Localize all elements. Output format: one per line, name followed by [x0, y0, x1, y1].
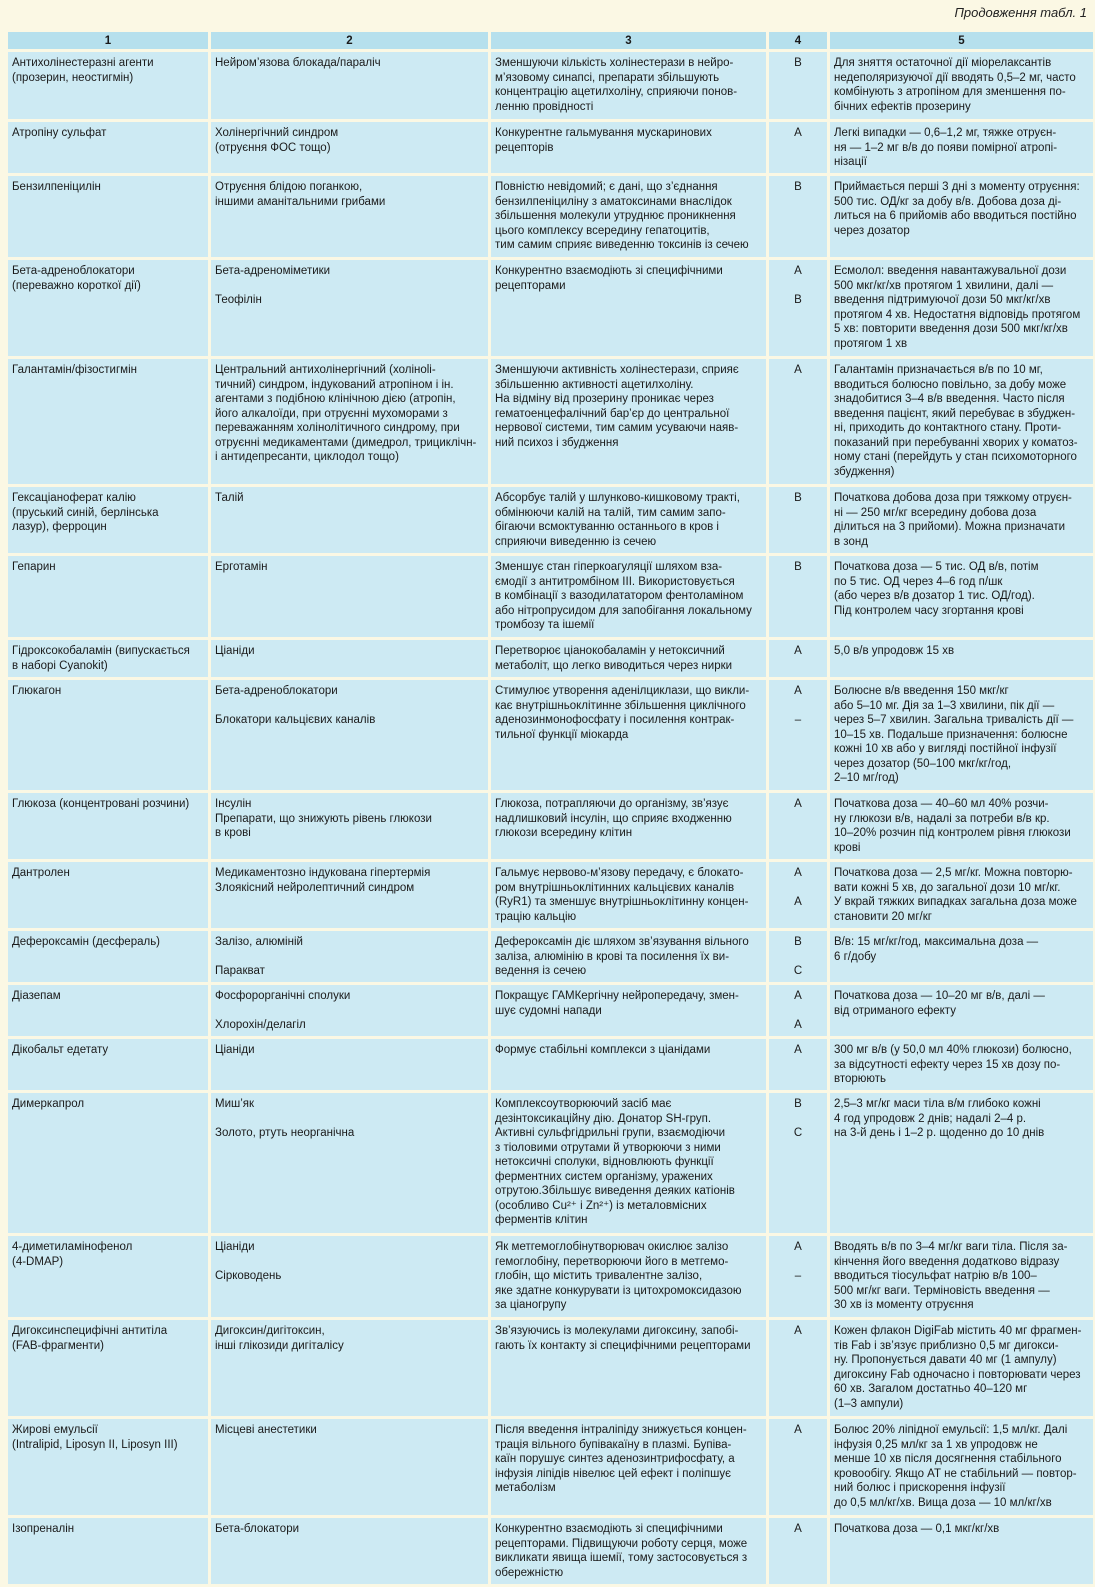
evidence-level-cell: A — [769, 1320, 827, 1416]
mechanism-cell: Після введення інтраліпіду знижується концен- трація вільного бупівакаїну в плазмі. Бупіва- каїн порушує синтез аденозинтрифосфату, а інфузія ліпідів нівелює цей ефект і поліпшує метаболізм — [491, 1419, 766, 1515]
poison-cell: Ціаніди — [211, 1039, 488, 1090]
dose-cell: Галантамін призначається в/в по 10 мг, вводиться болюсно повільно, за добу може знадобитися 3–4 в/в введення. Часто після введення пацієнт, який перебуває в збуджен- ні, приходить до контактного стану. Проти- показаний при перебуванні хворих у коматоз- ному стані (перейдуть у стан психомоторного збудження) — [830, 359, 1093, 484]
mechanism-cell: Повністю невідомий; є дані, що з’єднання бензилпеніциліну з аматоксинами внаслідок збільшення молекули утруднює проникнення цього комплексу всередину гепатоцитів, тим самим сприяє виведенню токсинів із сечею — [491, 176, 766, 257]
dose-cell: Есмолол: введення навантажувальної дози 500 мкг/кг/хв протягом 1 хвилини, далі — введення підтримуючої дози 50 мкг/кг/хв протягом 4 хв. Недостатня відповідь протягом 5 хв: повторити введення дози 500 мкг/кг/хв протягом 1 хв — [830, 260, 1093, 356]
poison-cell: Місцеві анестетики — [211, 1419, 488, 1515]
poison-cell: Центральний антихолінергічний (холіноlі- тичний) синдром, індукований атропіном і ін. агентами з подібною клінічною дією (атропін, його алкалоїди, при отруєнні мухоморами з переважанням холінолітичного синдрому, при отруєнні медикаментами (димедрол, трициклічн- і антидепресанти, циклодол тощо) — [211, 359, 488, 484]
antidote-cell: Гідроксокобаламін (випускається в наборі Cyanokit) — [8, 640, 208, 677]
mechanism-cell: Дефероксамін діє шляхом зв’язування вільного заліза, алюмінію в крові та посилення їх ви- ведення із сечею — [491, 931, 766, 982]
mechanism-cell: Зменшує стан гіперкоагуляції шляхом вза- ємодії з антитромбіном ІІІ. Використовується в комбінації з вазодилататором фентоламіном або нітропрусидом для запобігання локальному тромбозу та ішемії — [491, 556, 766, 637]
poison-cell: Медикаментозно індукована гіпертермія Злоякісний нейролептичний синдром — [211, 862, 488, 928]
antidote-cell: Ізопреналін — [8, 1518, 208, 1584]
antidote-cell: Атропіну сульфат — [8, 122, 208, 173]
mechanism-cell: Перетворює ціанокобаламін у нетоксичний метаболіт, що легко виводиться через нирки — [491, 640, 766, 677]
dose-cell: Початкова добова доза при тяжкому отруєн- ні — 250 мг/кг всередину добова доза ділиться на 3 прийоми). Можна призначати в зонд — [830, 487, 1093, 553]
evidence-level-cell: B — [769, 556, 827, 637]
mechanism-cell: Конкурентно взаємодіють зі специфічними рецепторами. Підвищуючи роботу серця, може викликати явища ішемії, тому застосовується з обережністю — [491, 1518, 766, 1584]
poison-cell: Фосфорорганічні сполуки Хлорохін/делагіл — [211, 985, 488, 1036]
evidence-level-cell: B C — [769, 1093, 827, 1233]
poison-cell: Бета-адреноміметики Теофілін — [211, 260, 488, 356]
evidence-level-cell: A — [769, 122, 827, 173]
table-caption: Продовження табл. 1 — [954, 5, 1087, 20]
table-row — [8, 260, 1093, 356]
mechanism-cell: Стимулює утворення аденілциклази, що викли- кає внутрішньоклітинне збільшення циклічного аденозинмонофосфату і посилення контрак- тильної функції міокарда — [491, 680, 766, 790]
dose-cell: Болюс 20% ліпідної емульсії: 1,5 мл/кг. Далі інфузія 0,25 мл/кг за 1 хв упродовж не менше 10 хв після досягнення стабільного кровообігу. Якщо АТ не стабільний — повтор- ний болюс і прискорення інфузії до 0,5 мл/кг/хв. Вища доза — 10 мл/кг/хв — [830, 1419, 1093, 1515]
table-row — [8, 1320, 1093, 1416]
mechanism-cell: Конкурентне гальмування мускаринових рецепторів — [491, 122, 766, 173]
table-row — [8, 122, 1093, 173]
table-row — [8, 1518, 1093, 1584]
mechanism-cell: Формує стабільні комплекси з ціанідами — [491, 1039, 766, 1090]
dose-cell: Початкова доза — 10–20 мг в/в, далі — від отриманого ефекту — [830, 985, 1093, 1036]
evidence-level-cell: A – — [769, 680, 827, 790]
table-row — [8, 1236, 1093, 1317]
table-row — [8, 1419, 1093, 1515]
dose-cell: Кожен флакон DigiFab містить 40 мг фрагмен- тів Fab і зв’язує приблизно 0,5 мг дигокси- ну. Пропонується давати 40 мг (1 ампулу) дигоксину Fab одночасно і повторювати через 60 хв. Загалом достатньо 40–120 мг (1–3 ампули) — [830, 1320, 1093, 1416]
dose-cell: Початкова доза — 0,1 мкг/кг/хв — [830, 1518, 1093, 1584]
poison-cell: Бета-блокатори — [211, 1518, 488, 1584]
antidote-cell: Дигоксинспецифічні антитіла (FAB-фрагменти) — [8, 1320, 208, 1416]
header-col-1: 1 — [8, 32, 208, 49]
evidence-level-cell: A — [769, 793, 827, 859]
dose-cell: Для зняття остаточної дії міорелаксантів недеполяризуючої дії вводять 0,5–2 мг, часто комбінують з атропіном для зменшення по- бічних ефектів прозерину — [830, 52, 1093, 119]
mechanism-cell: Зменшуючи кількість холінестерази в нейро- м’язовому синапсі, препарати збільшують концентрацію ацетилхоліну, сприяючи понов- ленню провідності — [491, 52, 766, 119]
table-row — [8, 680, 1093, 790]
dose-cell: 2,5–3 мг/кг маси тіла в/м глибоко кожні 4 год упродовж 2 днів; надалі 2–4 р. на 3-й день і 1–2 р. щоденно до 10 днів — [830, 1093, 1093, 1233]
mechanism-cell: Конкурентно взаємодіють зі специфічними рецепторами — [491, 260, 766, 356]
antidote-cell: Діазепам — [8, 985, 208, 1036]
antidote-cell: Галантамін/фізостигмін — [8, 359, 208, 484]
mechanism-cell: Зменшуючи активність холінестерази, сприяє збільшенню активності ацетилхоліну. На відміну від прозерину проникає через гематоенцефалічний бар’єр до центральної нервової системи, тим самим усуваючи наяв- ний психоз і збудження — [491, 359, 766, 484]
mechanism-cell: Комплексоутворюючий засіб має дезінтоксикаційну дію. Донатор SH-груп. Активні сульфгідрильні групи, взаємодіючи з тіоловими отрутами й утворюючи з ними нетоксичні сполуки, відновлюють функції ферментних систем організму, уражених отрутою.Збільшує виведення деяких катіонів (особливо Cu²⁺ і Zn²⁺) із металовмісних ферментів клітин — [491, 1093, 766, 1233]
evidence-level-cell: A — [769, 640, 827, 677]
dose-cell: Початкова доза — 2,5 мг/кг. Можна повторю- вати кожні 5 хв, до загальної дози 10 мг/кг. У вкрай тяжких випадках загальна доза може становити 20 мг/кг — [830, 862, 1093, 928]
table-row — [8, 1093, 1093, 1233]
mechanism-cell: Покращує ГАМКергічну нейропередачу, змен- шує судомні напади — [491, 985, 766, 1036]
dose-cell: Початкова доза — 40–60 мл 40% розчи- ну глюкози в/в, надалі за потреби в/в кр. 10–20% розчин під контролем рівня глюкози крові — [830, 793, 1093, 859]
poison-cell: Холінергічний синдром (отруєння ФОС тощо) — [211, 122, 488, 173]
antidote-cell: Дантролен — [8, 862, 208, 928]
antidote-table — [5, 29, 1095, 1587]
antidote-cell: Гепарин — [8, 556, 208, 637]
poison-cell: Залізо, алюміній Паракват — [211, 931, 488, 982]
mechanism-cell: Як метгемоглобінутворювач окислює залізо гемоглобіну, перетворюючи його в метгемо- глобін, що містить тривалентне залізо, яке здатне конкурувати із цитохромоксидазою за ціаногрупу — [491, 1236, 766, 1317]
dose-cell: Вводять в/в по 3–4 мг/кг ваги тіла. Після за- кінчення його введення додатково відразу вводиться тіосульфат натрію в/в 100– 500 мг/кг ваги. Терміновість введення — 30 хв із моменту отруєння — [830, 1236, 1093, 1317]
evidence-level-cell: A A — [769, 985, 827, 1036]
evidence-level-cell: A B — [769, 260, 827, 356]
dose-cell: 5,0 в/в упродовж 15 хв — [830, 640, 1093, 677]
dose-cell: Приймається перші 3 дні з моменту отруєння: 500 тис. ОД/кг за добу в/в. Добова доза ді- литься на 6 прийомів або вводиться постійно через дозатор — [830, 176, 1093, 257]
poison-cell: Ерготамін — [211, 556, 488, 637]
antidote-cell: Димеркапрол — [8, 1093, 208, 1233]
evidence-level-cell: A — [769, 359, 827, 484]
antidote-cell: 4-диметиламінофенол (4-DMAP) — [8, 1236, 208, 1317]
dose-cell: 300 мг в/в (у 50,0 мл 40% глюкози) болюсно, за відсутності ефекту через 15 хв дозу по- вторюють — [830, 1039, 1093, 1090]
table-row — [8, 862, 1093, 928]
antidote-cell: Дефероксамін (десфераль) — [8, 931, 208, 982]
evidence-level-cell: B C — [769, 931, 827, 982]
poison-cell: Отруєння блідою поганкою, іншими аманітальними грибами — [211, 176, 488, 257]
dose-cell: Початкова доза — 5 тис. ОД в/в, потім по 5 тис. ОД через 4–6 год п/шк (або через в/в дозатор 1 тис. ОД/год). Під контролем часу згортання крові — [830, 556, 1093, 637]
poison-cell: Дигоксин/дигітоксин, інші глікозиди дигіталісу — [211, 1320, 488, 1416]
poison-cell: Нейром’язова блокада/параліч — [211, 52, 488, 119]
evidence-level-cell: A – — [769, 1236, 827, 1317]
table-row — [8, 793, 1093, 859]
evidence-level-cell: A — [769, 1039, 827, 1090]
table-row — [8, 640, 1093, 677]
dose-cell: Болюсне в/в введення 150 мкг/кг або 5–10 мг. Дія за 1–3 хвилини, пік дії — через 5–7 хвилин. Загальна тривалість дії — 10–15 хв. Подальше призначення: болюсне кожні 10 хв або у вигляді постійної інфузії через дозатор (50–100 мкг/кг/год, 2–10 мг/год) — [830, 680, 1093, 790]
antidote-cell: Дікобальт едетату — [8, 1039, 208, 1090]
table-row — [8, 931, 1093, 982]
poison-cell: Ціаніди — [211, 640, 488, 677]
evidence-level-cell: A A — [769, 862, 827, 928]
antidote-cell: Бета-адреноблокатори (переважно короткої дії) — [8, 260, 208, 356]
mechanism-cell: Зв’язуючись із молекулами дигоксину, запобі- гають їх контакту зі специфічними рецепторами — [491, 1320, 766, 1416]
header-col-3: 3 — [491, 32, 766, 49]
evidence-level-cell: B — [769, 52, 827, 119]
evidence-level-cell: A — [769, 1518, 827, 1584]
header-col-4: 4 — [769, 32, 827, 49]
evidence-level-cell: B — [769, 176, 827, 257]
header-col-5: 5 — [830, 32, 1093, 49]
poison-cell: Ціаніди Сірководень — [211, 1236, 488, 1317]
antidote-cell: Глюкоза (концентровані розчини) — [8, 793, 208, 859]
poison-cell: Миш’як Золото, ртуть неорганічна — [211, 1093, 488, 1233]
antidote-cell: Бензилпеніцилін — [8, 176, 208, 257]
poison-cell: Інсулін Препарати, що знижують рівень глюкози в крові — [211, 793, 488, 859]
mechanism-cell: Гальмує нервово-м’язову передачу, є блокато- ром внутрішньоклітинних кальцієвих каналів (RyR1) та зменшує внутрішньоклітинну концен- трацію кальцію — [491, 862, 766, 928]
table-row — [8, 52, 1093, 119]
table-row — [8, 556, 1093, 637]
poison-cell: Талій — [211, 487, 488, 553]
antidote-cell: Гексаціаноферат калію (пруський синій, берлінська лазур), ферроцин — [8, 487, 208, 553]
dose-cell: В/в: 15 мг/кг/год, максимальна доза — 6 г/добу — [830, 931, 1093, 982]
header-col-2: 2 — [211, 32, 488, 49]
header-row — [8, 32, 1093, 49]
table-row — [8, 359, 1093, 484]
table-row — [8, 176, 1093, 257]
evidence-level-cell: B — [769, 487, 827, 553]
dose-cell: Легкі випадки — 0,6–1,2 мг, тяжке отруєн- ня — 1–2 мг в/в до появи помірної атропі- нізації — [830, 122, 1093, 173]
table-row — [8, 487, 1093, 553]
antidote-cell: Жирові емульсії (Intralipid, Liposyn II, Liposyn III) — [8, 1419, 208, 1515]
poison-cell: Бета-адреноблокатори Блокатори кальцієвих каналів — [211, 680, 488, 790]
mechanism-cell: Глюкоза, потрапляючи до організму, зв’язує надлишковий інсулін, що сприяє входженню глюкози всередину клітин — [491, 793, 766, 859]
table-row — [8, 985, 1093, 1036]
mechanism-cell: Абсорбує талій у шлунково-кишковому тракті, обмінюючи калій на талій, тим самим запо- бігаючи всмоктуванню останнього в кров і сприяючи виведенню із сечею — [491, 487, 766, 553]
evidence-level-cell: A — [769, 1419, 827, 1515]
antidote-cell: Антихолінестеразні агенти (прозерин, неостигмін) — [8, 52, 208, 119]
table-row — [8, 1039, 1093, 1090]
antidote-cell: Глюкагон — [8, 680, 208, 790]
